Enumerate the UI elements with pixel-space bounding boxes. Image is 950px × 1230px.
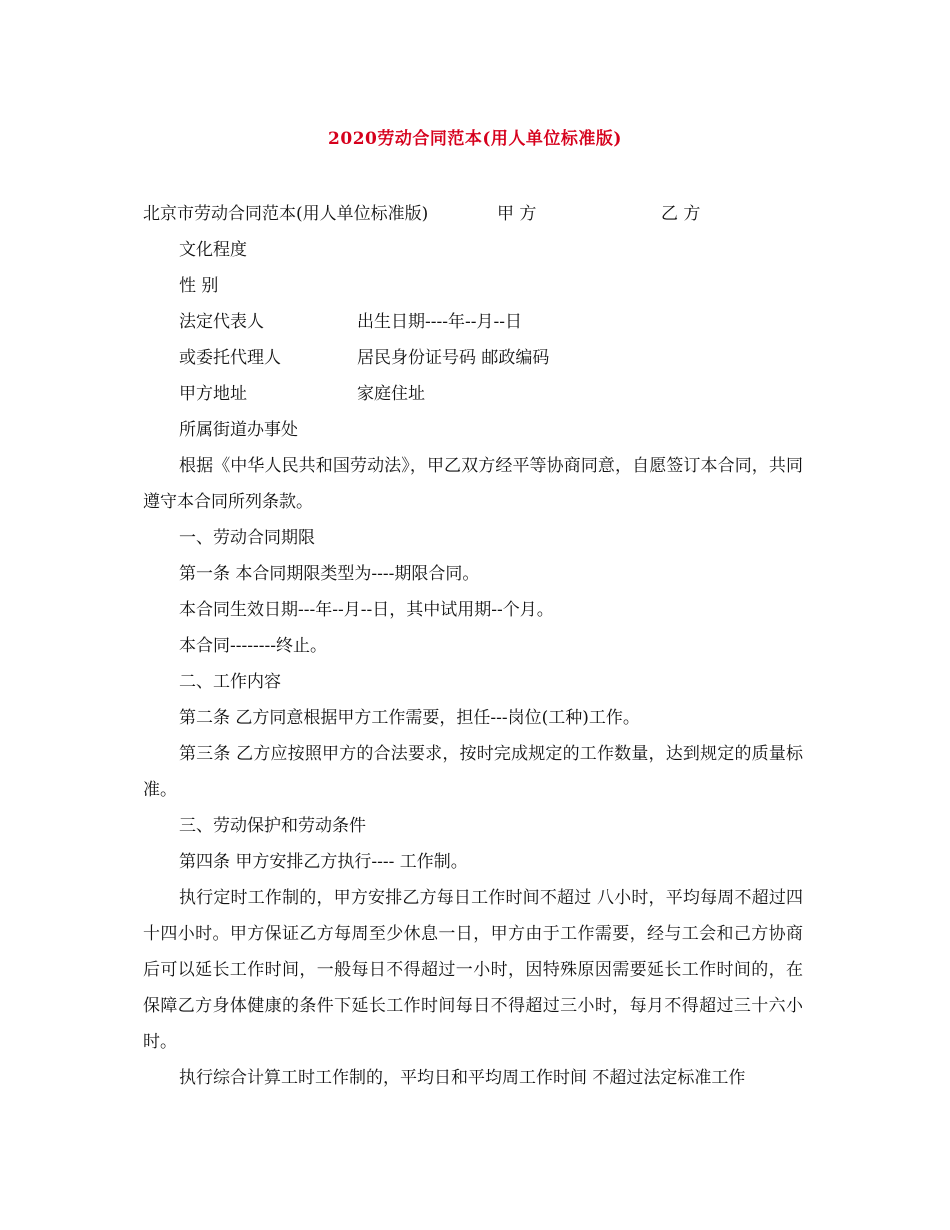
party-a-address-label: 甲方地址 [179,384,247,404]
standard-hours-paragraph: 执行定时工作制的，甲方安排乙方每日工作时间不超过 八小时，平均每周不超过四十四小时。甲方保证乙方每周至少休息一日，甲方由于工作需要，经与工会和己方协商后可以延长工作时间，一般每日不得超过一小时，因特殊原因需要延长工作时间的，在保障乙方身体健康的条件下延长工作时间每日不得超过三小时，每月不得超过三十六小时。 [143,888,803,1052]
gender-label: 性 别 [179,276,219,296]
party-b-label: 乙 方 [661,204,701,224]
party-a-label: 甲 方 [497,204,537,224]
street-office-label: 所属街道办事处 [179,420,298,440]
section-heading-term: 一、劳动合同期限 [179,528,315,548]
article-4: 第四条 甲方安排乙方执行---- 工作制。 [179,852,468,872]
comprehensive-hours-paragraph: 执行综合计算工时工作制的，平均日和平均周工作时间 不超过法定标准工作 [179,1068,746,1088]
document-body [143,196,803,1096]
contract-header-row [143,196,803,232]
article-1-termination: 本合同--------终止。 [179,636,327,656]
legal-rep-label: 法定代表人 [179,312,264,332]
home-address-label: 家庭住址 [357,384,425,404]
section-heading-work: 二、工作内容 [179,672,281,692]
education-label: 文化程度 [179,240,247,260]
article-3: 第三条 乙方应按照甲方的合法要求，按时完成规定的工作数量，达到规定的质量标准。 [143,744,803,800]
section-heading-protection: 三、劳动保护和劳动条件 [179,816,366,836]
article-1: 第一条 本合同期限类型为----期限合同。 [179,564,480,584]
legal-rep-row [143,304,803,340]
contract-name: 北京市劳动合同范本(用人单位标准版) [143,204,429,224]
address-row [143,376,803,412]
article-1-effective-date: 本合同生效日期---年--月--日，其中试用期--个月。 [179,600,554,620]
agent-label: 或委托代理人 [179,348,281,368]
id-postcode-label: 居民身份证号码 邮政编码 [357,348,550,368]
article-2: 第二条 乙方同意根据甲方工作需要，担任---岗位(工种)工作。 [179,708,640,728]
document-title: 2020劳动合同范本(用人单位标准版) [328,129,622,149]
birth-date-label: 出生日期----年--月--日 [357,312,522,332]
intro-paragraph: 根据《中华人民共和国劳动法》，甲乙双方经平等协商同意，自愿签订本合同，共同遵守本合同所列条款。 [143,456,803,512]
agent-row [143,340,803,376]
